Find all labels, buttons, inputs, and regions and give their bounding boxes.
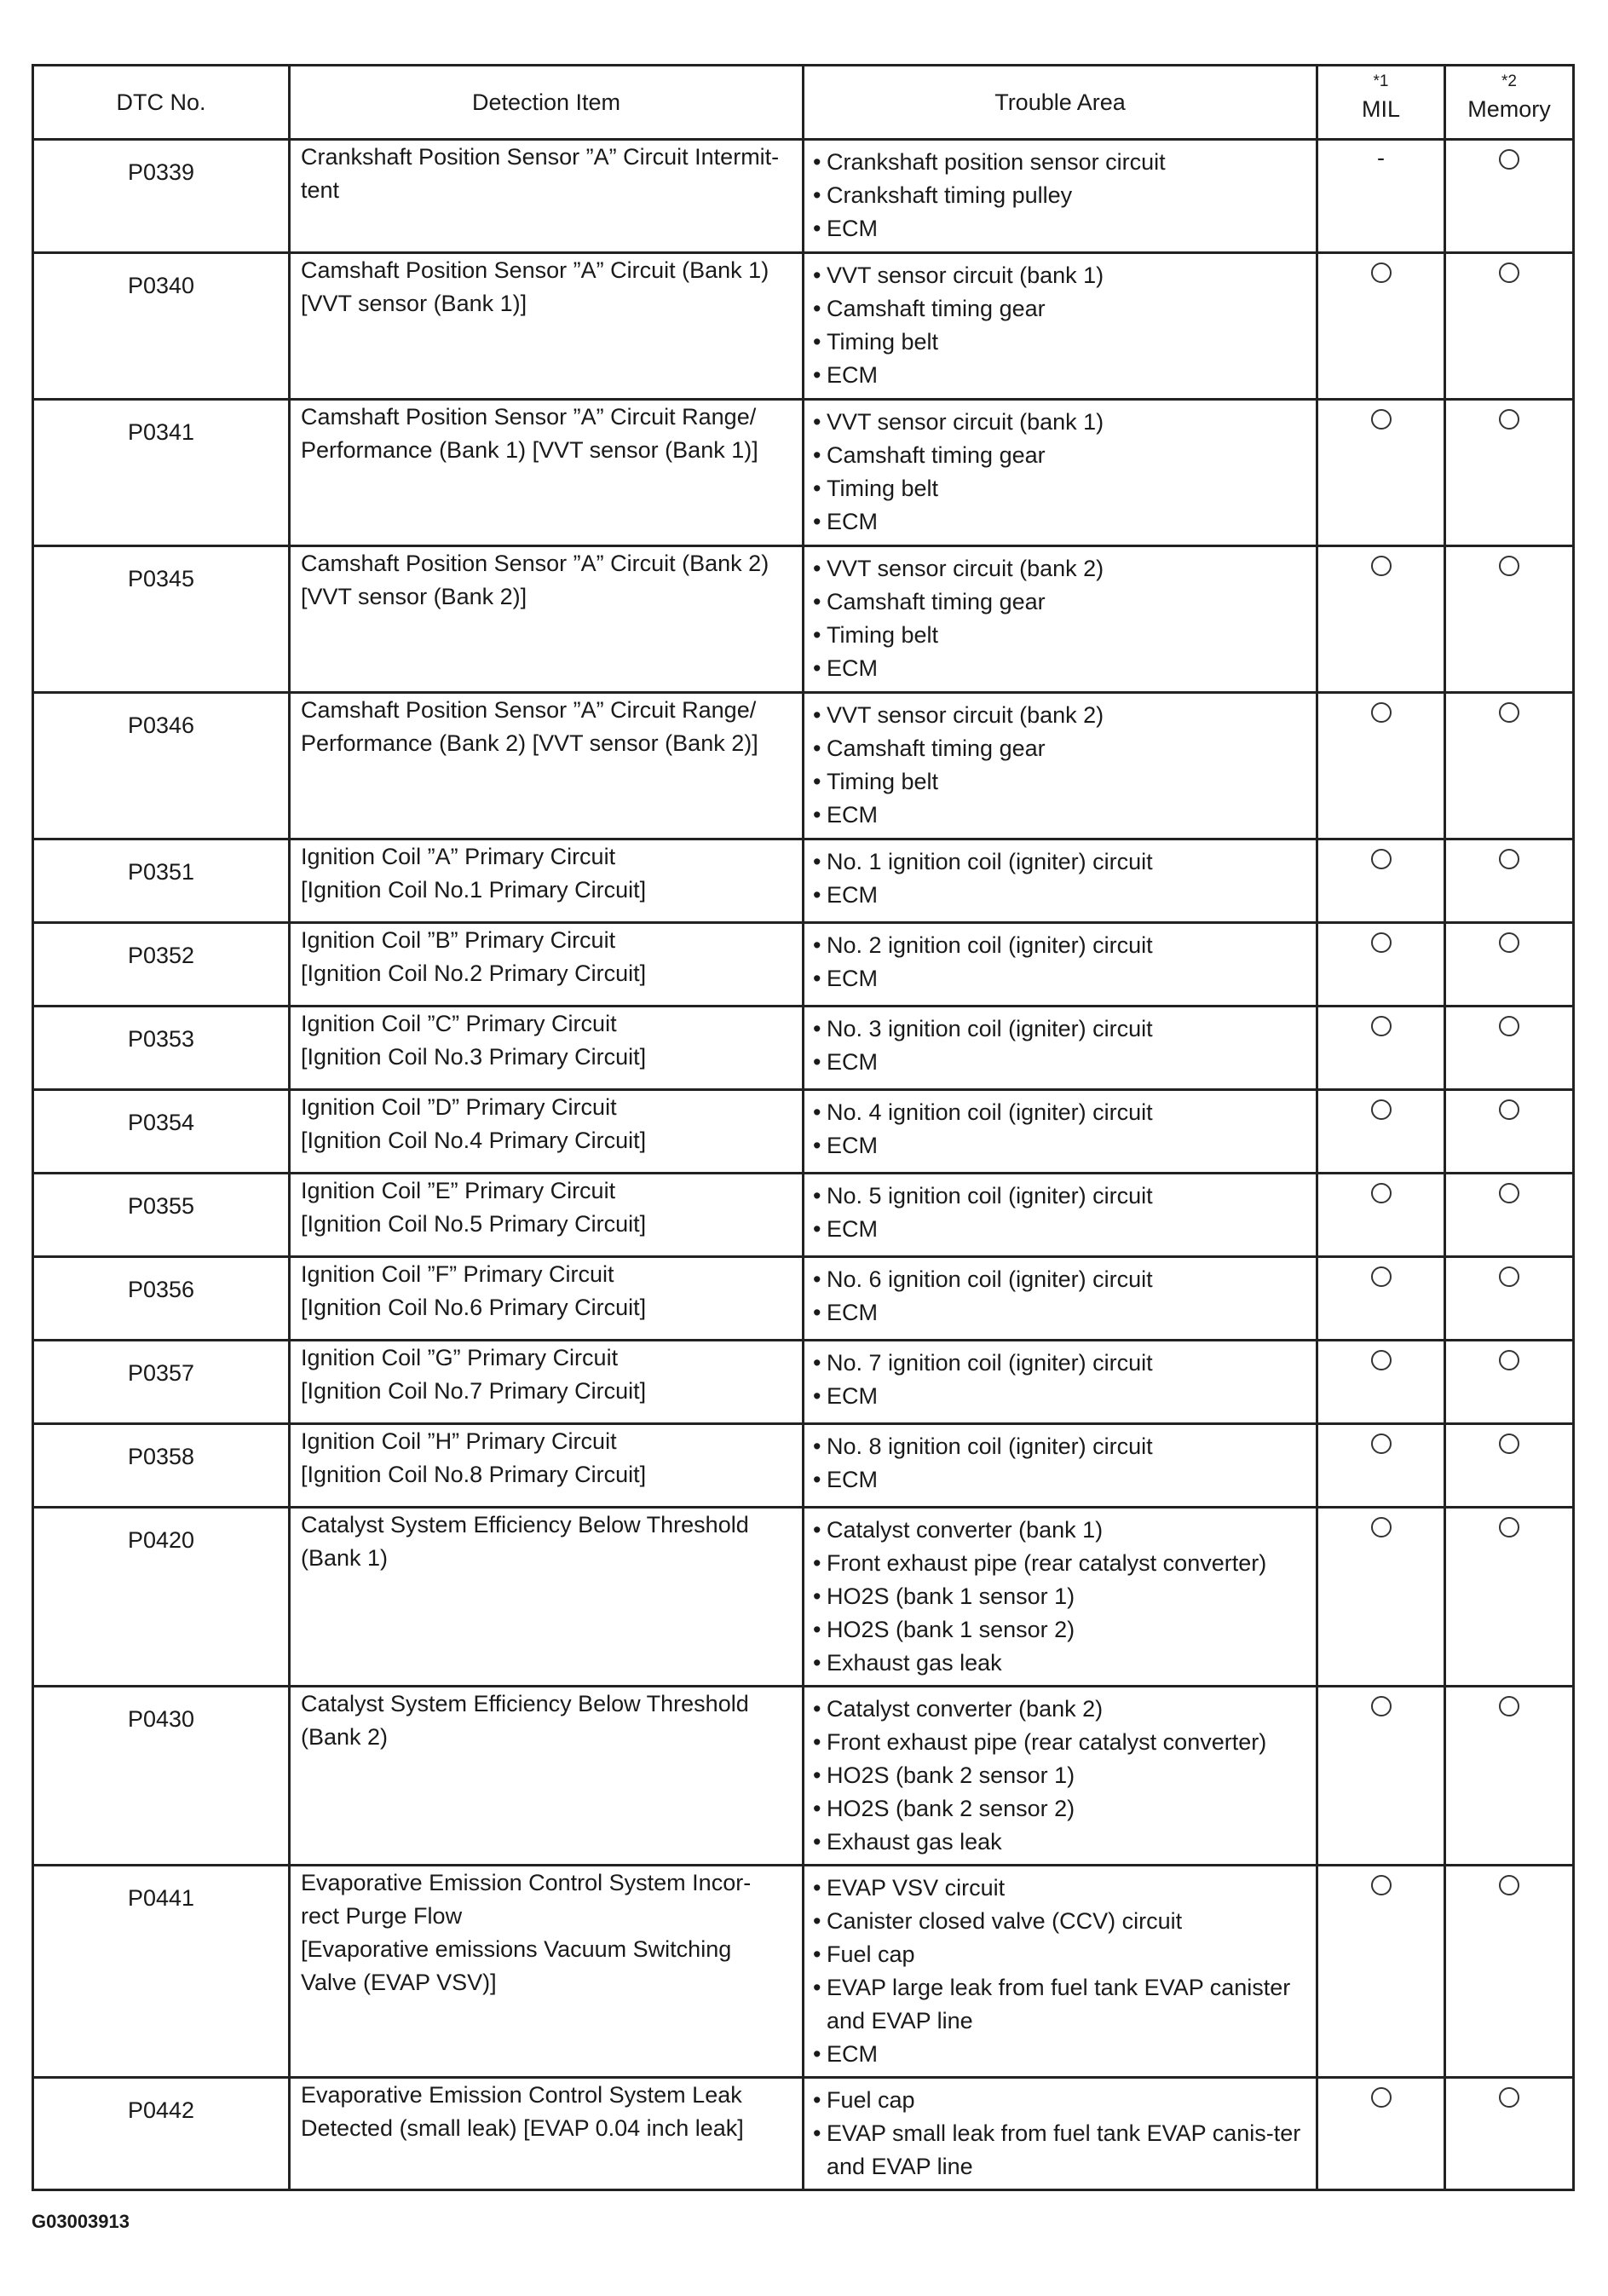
dtc-code: P0442 [33, 2078, 290, 2190]
detection-item-line: [Ignition Coil No.5 Primary Circuit] [301, 1211, 647, 1237]
detection-item-line: [Ignition Coil No.3 Primary Circuit] [301, 1044, 647, 1070]
detection-item [290, 140, 804, 253]
circle-icon [1371, 702, 1392, 723]
table-row [33, 1257, 1574, 1341]
trouble-area [804, 253, 1317, 400]
trouble-area-list [810, 845, 1309, 912]
trouble-area-item: • ECM [810, 962, 1309, 995]
trouble-area [804, 1866, 1317, 2078]
table-row [33, 140, 1574, 253]
trouble-area-item: • Camshaft timing gear [810, 732, 1309, 765]
trouble-area-item: • HO2S (bank 2 sensor 1) [810, 1759, 1309, 1792]
circle-icon [1499, 702, 1519, 723]
trouble-area [804, 1007, 1317, 1090]
trouble-area-item: • Fuel cap [810, 1938, 1309, 1971]
mil-indicator [1317, 400, 1445, 546]
trouble-area [804, 1508, 1317, 1687]
dtc-code: P0355 [33, 1174, 290, 1257]
mil-indicator [1317, 253, 1445, 400]
detection-item-line: [VVT sensor (Bank 2)] [301, 584, 527, 609]
trouble-area-list [810, 2084, 1309, 2184]
detection-item-line: Catalyst System Efficiency Below Threshold [301, 1691, 749, 1716]
trouble-area-item: • ECM [810, 2038, 1309, 2071]
detection-item [290, 693, 804, 839]
dtc-code: P0352 [33, 923, 290, 1007]
trouble-area-item: • ECM [810, 505, 1309, 539]
trouble-area-list [810, 929, 1309, 995]
table-row [33, 923, 1574, 1007]
dtc-code: P0346 [33, 693, 290, 839]
trouble-area-item: • ECM [810, 1380, 1309, 1413]
detection-item-line: Ignition Coil ”A” Primary Circuit [301, 844, 616, 869]
circle-icon [1371, 1350, 1392, 1370]
trouble-area-item: • ECM [810, 1046, 1309, 1079]
trouble-area-list [810, 1012, 1309, 1079]
trouble-area [804, 1341, 1317, 1424]
detection-item [290, 2078, 804, 2190]
detection-item [290, 839, 804, 923]
trouble-area-list [810, 1347, 1309, 1413]
memory-indicator [1445, 693, 1574, 839]
trouble-area-list [810, 406, 1309, 539]
trouble-area-item: • HO2S (bank 1 sensor 1) [810, 1580, 1309, 1613]
circle-icon [1499, 409, 1519, 430]
memory-footnote-mark: *2 [1501, 72, 1517, 90]
circle-icon [1371, 1183, 1392, 1203]
circle-icon [1499, 1434, 1519, 1454]
circle-icon [1371, 932, 1392, 953]
memory-indicator [1445, 923, 1574, 1007]
trouble-area-item: • Fuel cap [810, 2084, 1309, 2117]
trouble-area [804, 1687, 1317, 1866]
circle-icon [1371, 849, 1392, 869]
trouble-area-item: • Camshaft timing gear [810, 586, 1309, 619]
trouble-area [804, 400, 1317, 546]
detection-item-line: Camshaft Position Sensor ”A” Circuit (Bank 2) [301, 551, 769, 576]
detection-item-line: tent [301, 177, 340, 203]
header-detection-item: Detection Item [290, 66, 804, 140]
detection-item-line: Ignition Coil ”D” Primary Circuit [301, 1094, 617, 1120]
circle-icon [1499, 1016, 1519, 1036]
detection-item-line: Ignition Coil ”F” Primary Circuit [301, 1261, 614, 1287]
trouble-area-list [810, 259, 1309, 392]
trouble-area-item: • ECM [810, 1296, 1309, 1330]
trouble-area-list [810, 1872, 1309, 2071]
detection-item-line: Detected (small leak) [EVAP 0.04 inch leak] [301, 2115, 744, 2141]
circle-icon [1371, 409, 1392, 430]
trouble-area-list [810, 1430, 1309, 1497]
trouble-area [804, 1257, 1317, 1341]
circle-icon [1499, 1099, 1519, 1120]
table-row [33, 400, 1574, 546]
trouble-area-item: • VVT sensor circuit (bank 2) [810, 552, 1309, 586]
trouble-area-item: • Timing belt [810, 326, 1309, 359]
detection-item-line: [Ignition Coil No.1 Primary Circuit] [301, 877, 647, 903]
table-row [33, 2078, 1574, 2190]
detection-item [290, 1866, 804, 2078]
dtc-code: P0441 [33, 1866, 290, 2078]
detection-item [290, 253, 804, 400]
detection-item [290, 923, 804, 1007]
header-memory [1445, 66, 1574, 140]
table-row [33, 1007, 1574, 1090]
dtc-code: P0351 [33, 839, 290, 923]
memory-label: Memory [1467, 95, 1551, 122]
circle-icon [1499, 1517, 1519, 1537]
detection-item-line: [Ignition Coil No.6 Primary Circuit] [301, 1295, 647, 1320]
trouble-area-item: • Crankshaft timing pulley [810, 179, 1309, 212]
trouble-area [804, 2078, 1317, 2190]
trouble-area-list [810, 1693, 1309, 1859]
mil-footnote-mark: *1 [1373, 72, 1389, 90]
trouble-area [804, 1174, 1317, 1257]
dtc-code: P0341 [33, 400, 290, 546]
circle-icon [1371, 1875, 1392, 1895]
mil-indicator [1317, 1007, 1445, 1090]
header-trouble-area: Trouble Area [804, 66, 1317, 140]
detection-item-line: Ignition Coil ”H” Primary Circuit [301, 1428, 617, 1454]
detection-item [290, 1174, 804, 1257]
trouble-area-item: • Timing belt [810, 765, 1309, 799]
dtc-table [32, 64, 1575, 2191]
table-row [33, 1090, 1574, 1174]
trouble-area [804, 839, 1317, 923]
memory-indicator [1445, 1424, 1574, 1508]
detection-item [290, 1508, 804, 1687]
mil-indicator [1317, 1687, 1445, 1866]
dtc-code: P0345 [33, 546, 290, 693]
mil-label: MIL [1361, 95, 1400, 122]
table-row [33, 1866, 1574, 2078]
detection-item-line: Camshaft Position Sensor ”A” Circuit (Bank 1) [301, 257, 769, 283]
memory-indicator [1445, 1687, 1574, 1866]
trouble-area-item: • Crankshaft position sensor circuit [810, 146, 1309, 179]
detection-item-line: rect Purge Flow [301, 1903, 463, 1929]
circle-icon [1499, 556, 1519, 576]
detection-item [290, 1090, 804, 1174]
memory-indicator [1445, 253, 1574, 400]
table-row [33, 693, 1574, 839]
detection-item-line: [Ignition Coil No.4 Primary Circuit] [301, 1128, 647, 1153]
trouble-area-item: • ECM [810, 1463, 1309, 1497]
detection-item-line: (Bank 2) [301, 1724, 389, 1750]
detection-item-line: Evaporative Emission Control System Leak [301, 2082, 742, 2108]
table-row [33, 1687, 1574, 1866]
header-row [33, 66, 1574, 140]
mil-indicator [1317, 839, 1445, 923]
dtc-code: P0358 [33, 1424, 290, 1508]
circle-icon [1371, 1099, 1392, 1120]
detection-item-line: Ignition Coil ”E” Primary Circuit [301, 1178, 616, 1203]
table-row [33, 546, 1574, 693]
mil-indicator [1317, 1866, 1445, 2078]
dtc-code: P0420 [33, 1508, 290, 1687]
mil-indicator [1317, 923, 1445, 1007]
memory-indicator [1445, 546, 1574, 693]
circle-icon [1499, 2087, 1519, 2108]
trouble-area-item: • Timing belt [810, 472, 1309, 505]
dtc-code: P0430 [33, 1687, 290, 1866]
memory-indicator [1445, 1508, 1574, 1687]
trouble-area-item: • No. 8 ignition coil (igniter) circuit [810, 1430, 1309, 1463]
mil-dash: - [1377, 145, 1385, 170]
detection-item-line: [Evaporative emissions Vacuum Switching [301, 1936, 732, 1962]
mil-indicator [1317, 1424, 1445, 1508]
trouble-area-item: • HO2S (bank 1 sensor 2) [810, 1613, 1309, 1647]
circle-icon [1371, 1517, 1392, 1537]
trouble-area-item: • ECM [810, 359, 1309, 392]
detection-item-line: Ignition Coil ”B” Primary Circuit [301, 927, 616, 953]
trouble-area-item: • Front exhaust pipe (rear catalyst converter) [810, 1547, 1309, 1580]
mil-indicator [1317, 140, 1445, 253]
trouble-area-item: • EVAP large leak from fuel tank EVAP canister and EVAP line [810, 1971, 1309, 2038]
trouble-area-item: • No. 2 ignition coil (igniter) circuit [810, 929, 1309, 962]
detection-item-line: Catalyst System Efficiency Below Threshold [301, 1512, 749, 1537]
mil-indicator [1317, 1508, 1445, 1687]
trouble-area-list [810, 1263, 1309, 1330]
detection-item-line: (Bank 1) [301, 1545, 389, 1571]
table-row [33, 253, 1574, 400]
memory-indicator [1445, 1090, 1574, 1174]
table-row [33, 1508, 1574, 1687]
detection-item [290, 546, 804, 693]
circle-icon [1371, 1266, 1392, 1287]
trouble-area-item: • ECM [810, 1129, 1309, 1162]
trouble-area-item: • No. 4 ignition coil (igniter) circuit [810, 1096, 1309, 1129]
trouble-area-item: • VVT sensor circuit (bank 1) [810, 406, 1309, 439]
detection-item-line: Valve (EVAP VSV)] [301, 1970, 497, 1995]
trouble-area-item: • ECM [810, 879, 1309, 912]
detection-item [290, 1687, 804, 1866]
mil-indicator [1317, 1090, 1445, 1174]
circle-icon [1499, 1875, 1519, 1895]
trouble-area-item: • Canister closed valve (CCV) circuit [810, 1905, 1309, 1938]
dtc-code: P0340 [33, 253, 290, 400]
detection-item-line: Evaporative Emission Control System Incor- [301, 1870, 752, 1895]
detection-item [290, 1007, 804, 1090]
figure-id: G03003913 [32, 2211, 130, 2232]
circle-icon [1371, 262, 1392, 283]
trouble-area-item: • Camshaft timing gear [810, 292, 1309, 326]
circle-icon [1371, 1016, 1392, 1036]
trouble-area-list [810, 552, 1309, 685]
mil-indicator [1317, 2078, 1445, 2190]
circle-icon [1499, 1350, 1519, 1370]
detection-item-line: [Ignition Coil No.2 Primary Circuit] [301, 961, 647, 986]
dtc-code: P0353 [33, 1007, 290, 1090]
detection-item-line: Performance (Bank 2) [VVT sensor (Bank 2)] [301, 730, 758, 756]
table-row [33, 1424, 1574, 1508]
trouble-area-list [810, 1180, 1309, 1246]
trouble-area-item: • Catalyst converter (bank 1) [810, 1514, 1309, 1547]
trouble-area-item: • Exhaust gas leak [810, 1826, 1309, 1859]
memory-indicator [1445, 140, 1574, 253]
circle-icon [1499, 932, 1519, 953]
trouble-area-item: • Front exhaust pipe (rear catalyst converter) [810, 1726, 1309, 1759]
trouble-area-item: • VVT sensor circuit (bank 2) [810, 699, 1309, 732]
trouble-area-item: • Timing belt [810, 619, 1309, 652]
trouble-area-item: • Camshaft timing gear [810, 439, 1309, 472]
memory-indicator [1445, 1007, 1574, 1090]
memory-indicator [1445, 1174, 1574, 1257]
header-mil [1317, 66, 1445, 140]
circle-icon [1499, 1266, 1519, 1287]
circle-icon [1371, 556, 1392, 576]
dtc-table-body [33, 140, 1574, 2190]
trouble-area-item: • EVAP VSV circuit [810, 1872, 1309, 1905]
circle-icon [1371, 1696, 1392, 1716]
memory-indicator [1445, 1341, 1574, 1424]
detection-item [290, 400, 804, 546]
trouble-area-item: • ECM [810, 652, 1309, 685]
circle-icon [1371, 1434, 1392, 1454]
trouble-area-item: • VVT sensor circuit (bank 1) [810, 259, 1309, 292]
detection-item-line: [Ignition Coil No.7 Primary Circuit] [301, 1378, 647, 1404]
detection-item-line: Performance (Bank 1) [VVT sensor (Bank 1)] [301, 437, 758, 463]
trouble-area-list [810, 1096, 1309, 1162]
trouble-area-item: • No. 6 ignition coil (igniter) circuit [810, 1263, 1309, 1296]
detection-item-line: Crankshaft Position Sensor ”A” Circuit Intermit- [301, 144, 780, 170]
trouble-area [804, 1090, 1317, 1174]
mil-indicator [1317, 1174, 1445, 1257]
detection-item-line: [VVT sensor (Bank 1)] [301, 291, 527, 316]
table-row [33, 1341, 1574, 1424]
mil-indicator [1317, 546, 1445, 693]
trouble-area-item: • Catalyst converter (bank 2) [810, 1693, 1309, 1726]
trouble-area-item: • No. 5 ignition coil (igniter) circuit [810, 1180, 1309, 1213]
detection-item-line: Ignition Coil ”C” Primary Circuit [301, 1011, 617, 1036]
trouble-area-item: • ECM [810, 799, 1309, 832]
circle-icon [1499, 149, 1519, 170]
circle-icon [1499, 849, 1519, 869]
header-dtc-no: DTC No. [33, 66, 290, 140]
detection-item-line: [Ignition Coil No.8 Primary Circuit] [301, 1462, 647, 1487]
detection-item [290, 1341, 804, 1424]
trouble-area-item: • No. 1 ignition coil (igniter) circuit [810, 845, 1309, 879]
trouble-area [804, 546, 1317, 693]
trouble-area-list [810, 699, 1309, 832]
circle-icon [1371, 2087, 1392, 2108]
detection-item-line: Ignition Coil ”G” Primary Circuit [301, 1345, 619, 1370]
memory-indicator [1445, 1866, 1574, 2078]
memory-indicator [1445, 1257, 1574, 1341]
table-row [33, 1174, 1574, 1257]
memory-indicator [1445, 839, 1574, 923]
detection-item-line: Camshaft Position Sensor ”A” Circuit Range/ [301, 404, 757, 430]
mil-indicator [1317, 1341, 1445, 1424]
mil-indicator [1317, 693, 1445, 839]
dtc-code: P0356 [33, 1257, 290, 1341]
trouble-area [804, 693, 1317, 839]
trouble-area-item: • EVAP small leak from fuel tank EVAP canis-ter and EVAP line [810, 2117, 1309, 2184]
memory-indicator [1445, 400, 1574, 546]
detection-item [290, 1257, 804, 1341]
trouble-area-item: • ECM [810, 1213, 1309, 1246]
table-row [33, 839, 1574, 923]
trouble-area-list [810, 146, 1309, 245]
trouble-area [804, 140, 1317, 253]
trouble-area-item: • No. 3 ignition coil (igniter) circuit [810, 1012, 1309, 1046]
memory-indicator [1445, 2078, 1574, 2190]
dtc-code: P0339 [33, 140, 290, 253]
trouble-area-item: • HO2S (bank 2 sensor 2) [810, 1792, 1309, 1826]
trouble-area-item: • ECM [810, 212, 1309, 245]
trouble-area [804, 1424, 1317, 1508]
dtc-code: P0354 [33, 1090, 290, 1174]
trouble-area-item: • No. 7 ignition coil (igniter) circuit [810, 1347, 1309, 1380]
circle-icon [1499, 1696, 1519, 1716]
detection-item-line: Camshaft Position Sensor ”A” Circuit Range/ [301, 697, 757, 723]
dtc-code: P0357 [33, 1341, 290, 1424]
mil-indicator [1317, 1257, 1445, 1341]
detection-item [290, 1424, 804, 1508]
trouble-area-list [810, 1514, 1309, 1680]
trouble-area [804, 923, 1317, 1007]
circle-icon [1499, 262, 1519, 283]
trouble-area-item: • Exhaust gas leak [810, 1647, 1309, 1680]
circle-icon [1499, 1183, 1519, 1203]
